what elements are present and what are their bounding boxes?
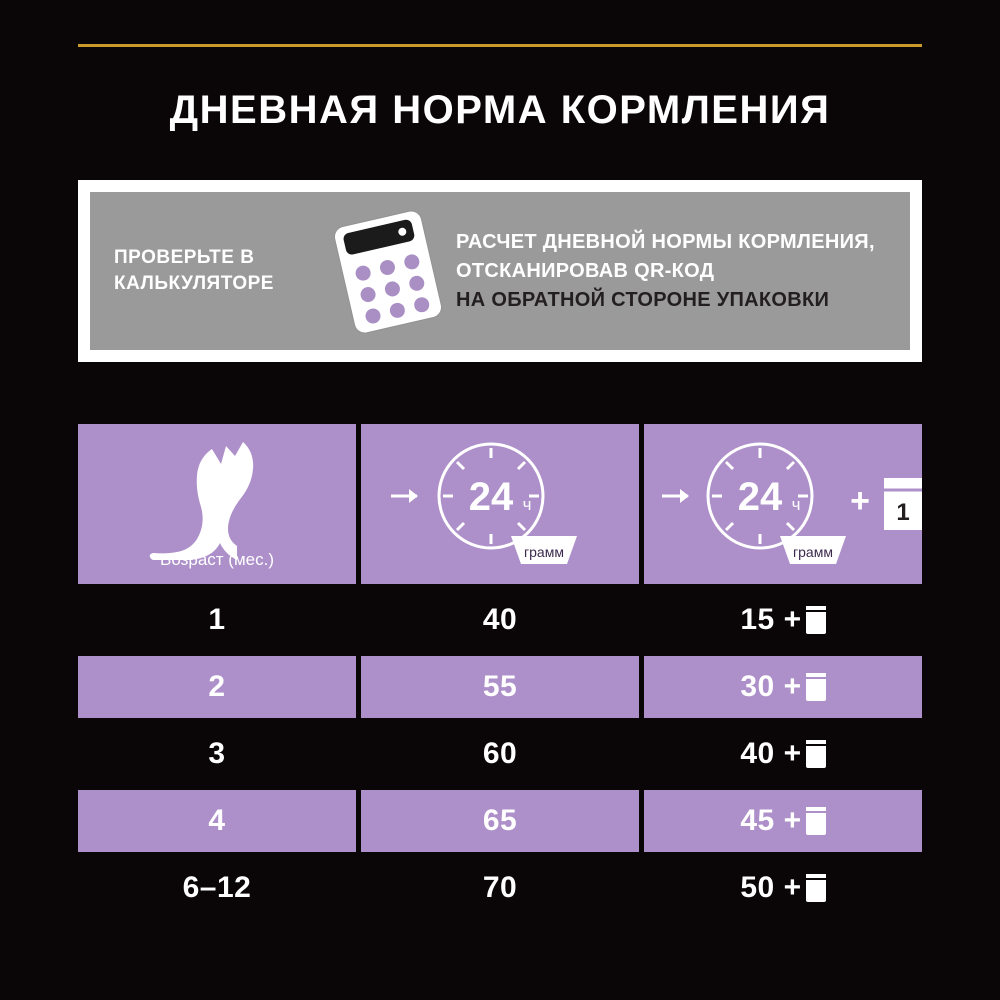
calculator-banner	[78, 180, 922, 362]
table-header-row	[78, 424, 922, 584]
table-row	[78, 790, 922, 852]
cell-mixed-value: 50 +	[740, 871, 802, 904]
pouch-icon	[806, 807, 826, 835]
banner-line-3: НА ОБРАТНОЙ СТОРОНЕ УПАКОВКИ	[456, 288, 830, 311]
header-age-label: Возраст (мес.)	[159, 550, 274, 569]
banner-right-text	[450, 228, 910, 315]
cell-mixed-value: 30 +	[740, 670, 802, 703]
cell-dry: 60	[361, 723, 639, 785]
cell-age: 1	[78, 589, 356, 651]
cell-age: 6–12	[78, 857, 356, 919]
banner-line-2: ОТСКАНИРОВАВ QR-КОД	[456, 259, 715, 282]
cell-age: 2	[78, 656, 356, 718]
page-title: ДНЕВНАЯ НОРМА КОРМЛЕНИЯ	[169, 88, 831, 132]
cell-mixed	[644, 790, 922, 852]
clock-unit-mixed: ч	[791, 495, 801, 514]
clock-hours-dry: 24	[468, 475, 514, 519]
table-row	[78, 857, 922, 919]
banner-left-text: ПРОВЕРЬТЕ В КАЛЬКУЛЯТОРЕ	[114, 247, 274, 294]
pouch-icon	[806, 606, 826, 634]
table-row	[78, 589, 922, 651]
cat-silhouette-icon	[142, 440, 292, 560]
pouch-icon	[806, 874, 826, 902]
calculator-icon	[330, 206, 450, 336]
pouch-icon	[806, 740, 826, 768]
cell-age: 4	[78, 790, 356, 852]
calculator-banner-inner	[90, 192, 910, 350]
banner-line-1: РАСЧЕТ ДНЕВНОЙ НОРМЫ КОРМЛЕНИЯ,	[456, 230, 875, 253]
pouch-icon	[806, 673, 826, 701]
cell-dry: 40	[361, 589, 639, 651]
gold-divider	[78, 44, 922, 47]
bowl-label-mixed: грамм	[793, 544, 833, 560]
cell-mixed	[644, 723, 922, 785]
cell-mixed-value: 45 +	[740, 804, 802, 837]
clock-unit-dry: ч	[522, 495, 532, 514]
cell-age: 3	[78, 723, 356, 785]
plus-sign-header: +	[850, 482, 870, 520]
cell-dry: 65	[361, 790, 639, 852]
pouch-count-header: 1	[896, 499, 910, 526]
table-row	[78, 723, 922, 785]
header-cell-dry	[361, 424, 639, 584]
cell-mixed	[644, 589, 922, 651]
cell-mixed	[644, 857, 922, 919]
bowl-label-dry: грамм	[524, 544, 564, 560]
cell-dry: 55	[361, 656, 639, 718]
cell-mixed-value: 15 +	[740, 603, 802, 636]
clock-bowl-plus-pouch-icon	[644, 424, 922, 584]
header-cell-age	[78, 424, 356, 584]
header-cell-mixed	[644, 424, 922, 584]
cell-mixed-value: 40 +	[740, 737, 802, 770]
feeding-table	[78, 424, 922, 919]
table-row	[78, 656, 922, 718]
cell-dry: 70	[361, 857, 639, 919]
cell-mixed	[644, 656, 922, 718]
clock-hours-mixed: 24	[737, 475, 783, 519]
clock-bowl-icon	[361, 424, 639, 584]
